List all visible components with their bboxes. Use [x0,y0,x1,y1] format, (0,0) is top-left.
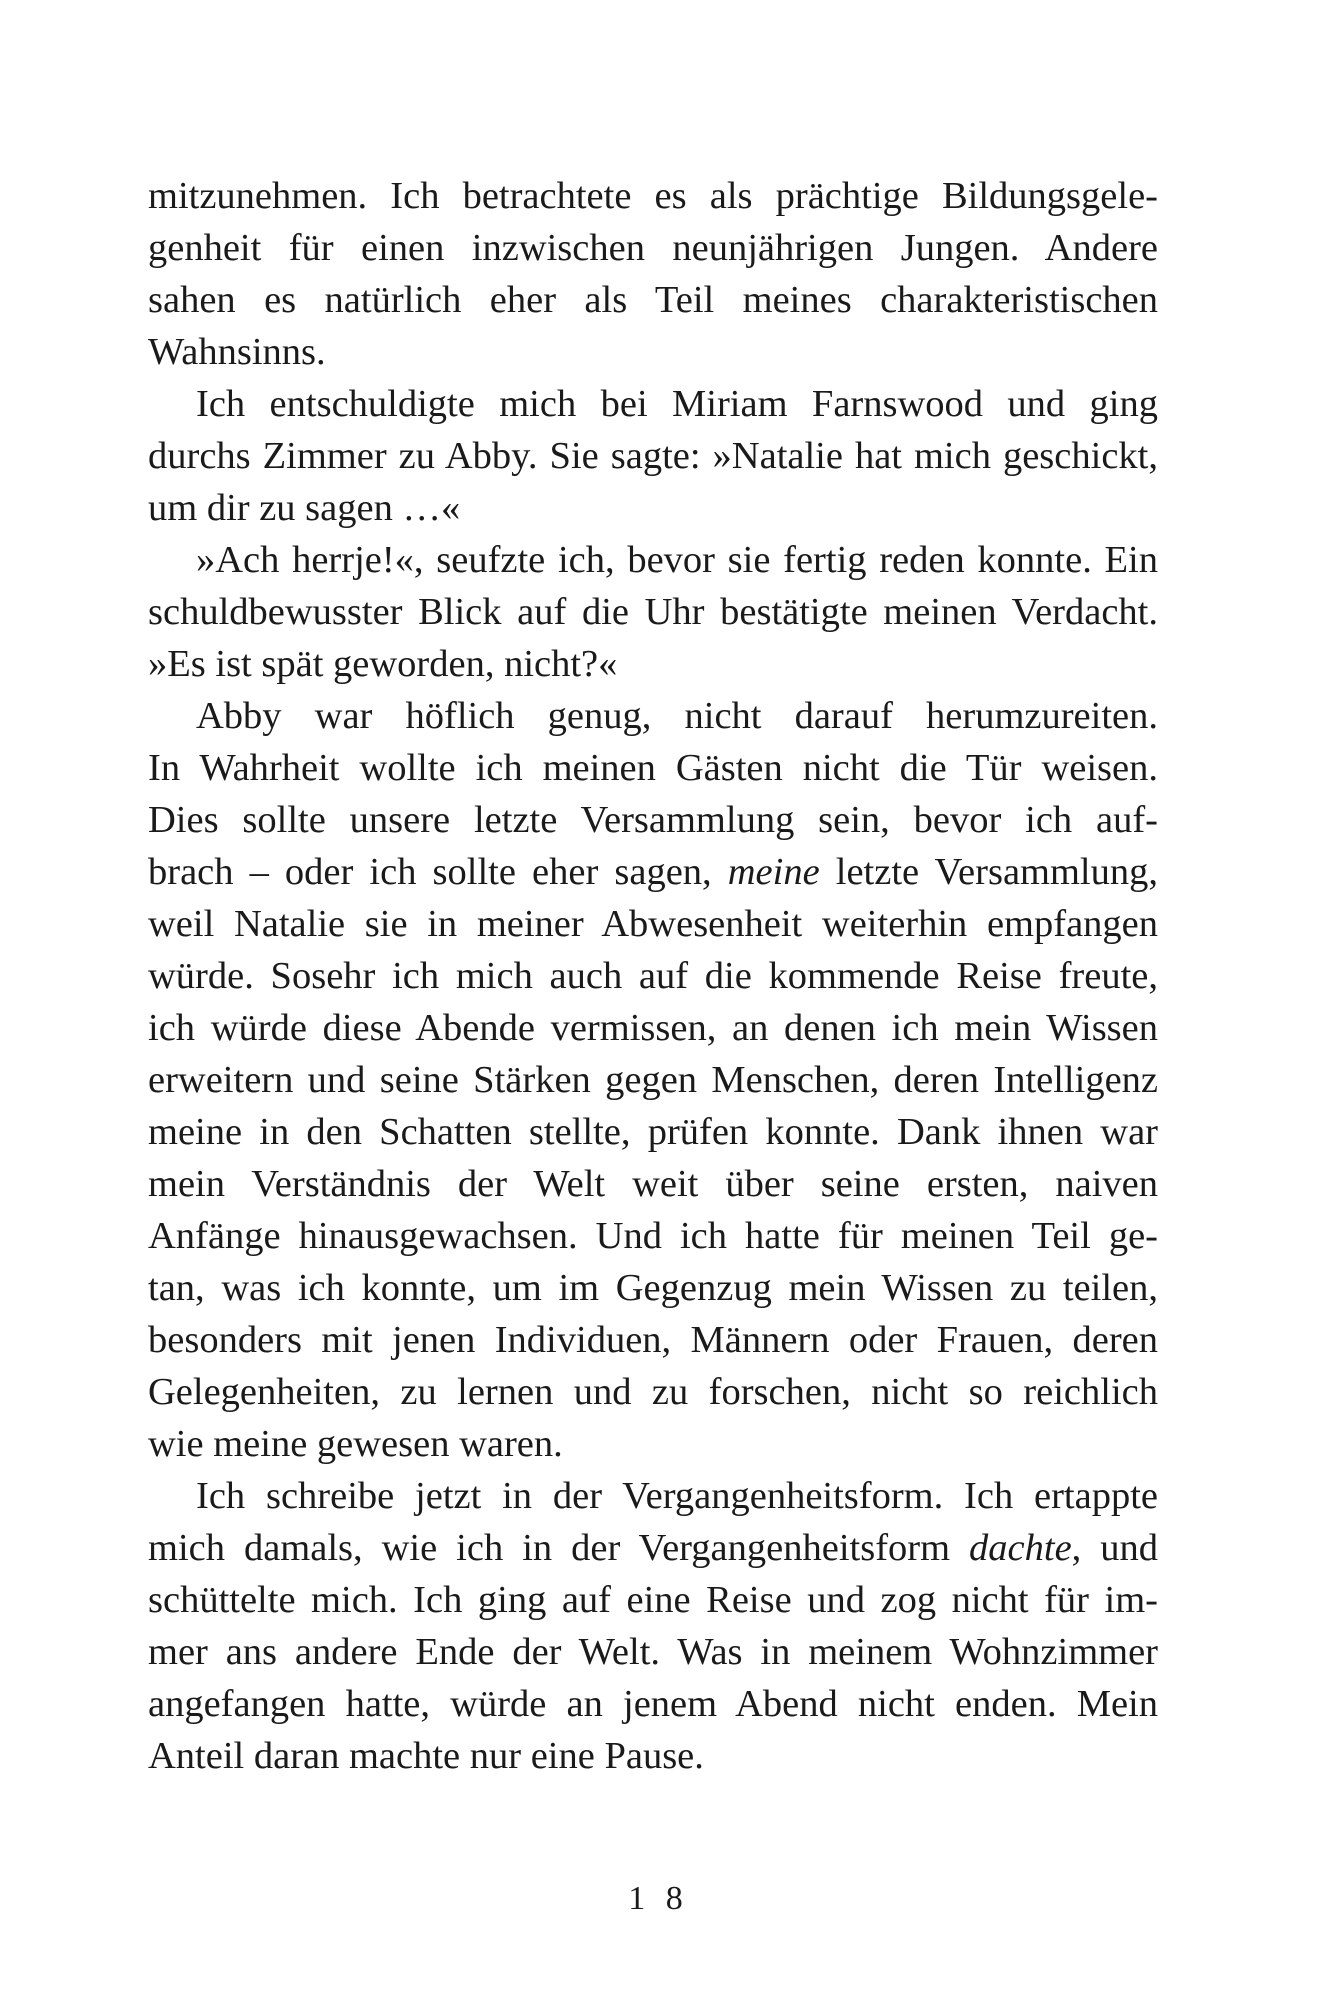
text-line: Gelegenheiten, zu lernen und zu forschen, nicht so reichlich [148,1371,1158,1413]
text-line: ich würde diese Abende vermissen, an denen ich mein Wissen [148,1007,1158,1049]
text-line: erweitern und seine Stärken gegen Menschen, deren Intelligenz [148,1059,1158,1101]
text-line: mein Verständnis der Welt weit über seine ersten, naiven [148,1163,1158,1205]
text-line: brach – oder ich sollte eher sagen, meine letzte Versammlung, [148,851,1159,893]
text-line: Dies sollte unsere letzte Versammlung sein, bevor ich auf- [148,799,1158,841]
text-line: durchs Zimmer zu Abby. Sie sagte: »Natalie hat mich geschickt, [148,435,1158,477]
body-text [148,170,1158,1782]
text-line: tan, was ich konnte, um im Gegenzug mein Wissen zu teilen, [148,1267,1158,1309]
text-line: wie meine gewesen waren. [148,1423,563,1465]
text-line: Abby war höflich genug, nicht darauf herumzureiten. [196,695,1158,737]
text-line: Ich schreibe jetzt in der Vergangenheitsform. Ich ertappte [196,1475,1158,1517]
paragraph [148,378,1158,534]
text-line: weil Natalie sie in meiner Abwesenheit weiterhin empfangen [148,903,1158,945]
paragraph [148,1470,1158,1782]
text-line: um dir zu sagen …« [148,487,461,529]
text-line: mich damals, wie ich in der Vergangenheitsform dachte, und [148,1527,1159,1569]
text-line: sahen es natürlich eher als Teil meines charakteristischen [148,279,1158,321]
text-line: Anfänge hinausgewachsen. Und ich hatte für meinen Teil ge- [148,1215,1158,1257]
text-line: mitzunehmen. Ich betrachtete es als prächtige Bildungsgele- [148,175,1158,217]
text-line: Wahnsinns. [148,331,326,373]
text-line: meine in den Schatten stellte, prüfen konnte. Dank ihnen war [148,1111,1158,1153]
text-line: »Es ist spät geworden, nicht?« [148,643,618,685]
text-line: In Wahrheit wollte ich meinen Gästen nicht die Tür weisen. [148,747,1158,789]
text-line: Anteil daran machte nur eine Pause. [148,1735,704,1777]
paragraph [148,690,1158,1470]
text-line: Ich entschuldigte mich bei Miriam Farnswood und ging [196,383,1158,425]
page-number: 1 8 [628,1880,689,1917]
text-line: besonders mit jenen Individuen, Männern oder Frauen, deren [148,1319,1158,1361]
text-line: »Ach herrje!«, seufzte ich, bevor sie fertig reden konnte. Ein [196,539,1158,581]
emphasis: meine [727,851,820,893]
text-line: schüttelte mich. Ich ging auf eine Reise und zog nicht für im- [148,1579,1158,1621]
paragraph [148,170,1158,378]
text-line: schuldbewusster Blick auf die Uhr bestätigte meinen Verdacht. [148,591,1158,633]
text-line: würde. Sosehr ich mich auch auf die kommende Reise freute, [148,955,1158,997]
text-line: genheit für einen inzwischen neunjährigen Jungen. Andere [148,227,1158,269]
paragraph [148,534,1158,690]
text-line: mer ans andere Ende der Welt. Was in meinem Wohnzimmer [148,1631,1158,1673]
emphasis: dachte [969,1527,1072,1569]
text-line: angefangen hatte, würde an jenem Abend nicht enden. Mein [148,1683,1158,1725]
